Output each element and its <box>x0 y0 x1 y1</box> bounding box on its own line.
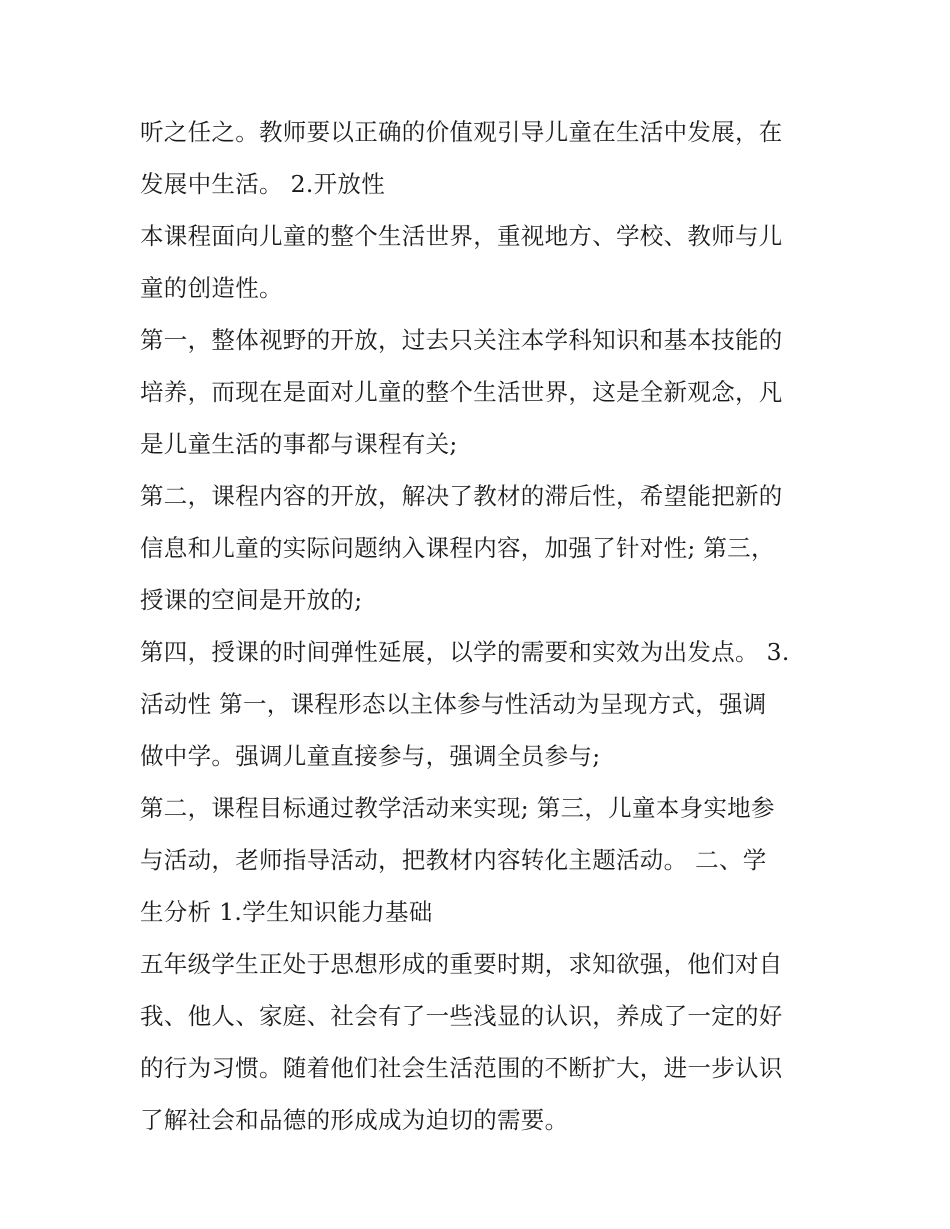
text-line: 培养，而现在是面对儿童的整个生活世界，这是全新观念，凡 <box>140 378 783 406</box>
text-line: 我、他人、家庭、社会有了一些浅显的认识，养成了一定的好 <box>140 1002 783 1030</box>
text-line: 五年级学生正处于思想形成的重要时期，求知欲强，他们对自 <box>140 950 783 978</box>
text-line: 本课程面向儿童的整个生活世界，重视地方、学校、教师与儿 <box>140 222 783 250</box>
text-line: 童的创造性。 <box>140 274 283 302</box>
text-line: 信息和儿童的实际问题纳入课程内容，加强了针对性; 第三， <box>140 534 775 562</box>
text-line: 听之任之。教师要以正确的价值观引导儿童在生活中发展，在 <box>140 118 783 146</box>
text-line: 第二，课程内容的开放，解决了教材的滞后性，希望能把新的 <box>140 482 783 510</box>
text-line: 生分析 1.学生知识能力基础 <box>140 898 433 926</box>
text-line: 是儿童生活的事都与课程有关; <box>140 430 458 458</box>
text-line: 第二，课程目标通过教学活动来实现; 第三，儿童本身实地参 <box>140 794 775 822</box>
body-text <box>140 106 820 1146</box>
text-line: 活动性 第一，课程形态以主体参与性活动为呈现方式，强调 <box>140 690 767 718</box>
text-line: 做中学。强调儿童直接参与，强调全员参与; <box>140 742 601 770</box>
text-line: 与活动，老师指导活动，把教材内容转化主题活动。 二、学 <box>140 846 767 874</box>
text-line: 的行为习惯。随着他们社会生活范围的不断扩大，进一步认识 <box>140 1054 783 1082</box>
text-line: 发展中生活。 2.开放性 <box>140 170 385 198</box>
text-line: 授课的空间是开放的; <box>140 586 363 614</box>
text-line: 了解社会和品德的形成成为迫切的需要。 <box>140 1106 569 1134</box>
text-line: 第四，授课的时间弹性延展，以学的需要和实效为出发点。 3. <box>140 638 790 666</box>
text-line: 第一，整体视野的开放，过去只关注本学科知识和基本技能的 <box>140 326 783 354</box>
